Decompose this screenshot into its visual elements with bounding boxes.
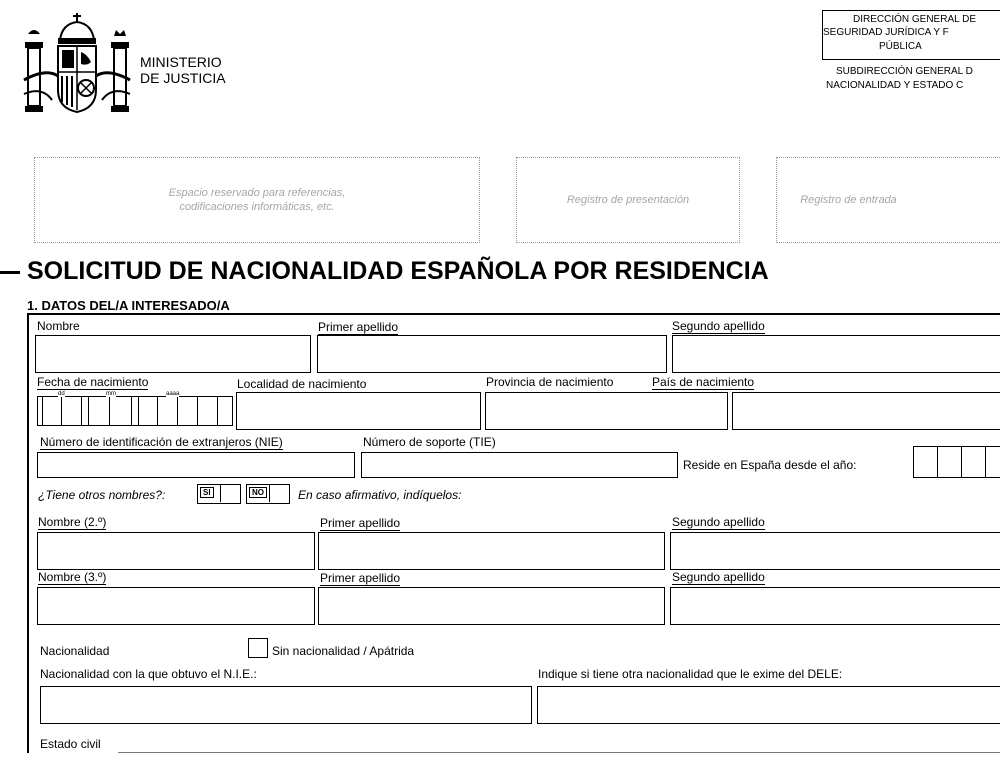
residence-year-digit-2 [938,447,962,477]
reserved-references-box [34,157,480,243]
section-1-heading: 1. DATOS DEL/A INTERESADO/A [27,298,230,313]
coat-of-arms-logo [22,10,132,122]
birth-date-field[interactable] [37,391,233,426]
second-surname-3-label: Segundo apellido [672,570,765,584]
first-surname-2-field[interactable] [318,532,665,570]
ministry-name [140,54,226,86]
dele-exempt-nationality-field[interactable] [537,686,1000,724]
birth-date-dd-hint: dd [58,391,65,397]
second-surname-field[interactable] [672,335,1000,373]
birth-date-digit-5 [138,397,158,425]
second-surname-label: Segundo apellido [672,319,765,333]
section-frame-left [27,313,29,753]
no-label: NO [249,487,267,498]
other-names-instruction: En caso afirmativo, indíquelos: [298,488,462,502]
entry-registry-label: Registro de entrada [800,194,897,206]
birth-date-digit-4 [110,397,132,425]
second-surname-2-label: Segundo apellido [672,515,765,529]
birth-date-mm-hint: mm [106,391,116,397]
reserved-references-line-1: Espacio reservado para referencias, [168,187,346,199]
birth-province-label: Provincia de nacimiento [486,375,614,389]
second-surname-3-field[interactable] [670,587,1000,625]
name-3-field[interactable] [37,587,315,625]
birth-date-digit-2 [62,397,82,425]
directorate-line-1: DIRECCIÓN GENERAL DE [853,14,976,25]
name-3-label: Nombre (3.º) [38,570,107,584]
birth-date-digit-8 [198,397,218,425]
dele-exempt-nationality-label: Indique si tiene otra nacionalidad que le exime del DELE: [538,667,843,681]
yes-checkbox [220,485,221,502]
tie-label: Número de soporte (TIE) [363,435,496,449]
nationality-label: Nacionalidad [40,644,110,658]
nie-field[interactable] [37,452,355,478]
birth-country-label: País de nacimiento [652,375,755,389]
first-surname-field[interactable] [317,335,667,373]
no-checkbox [269,485,270,502]
residence-year-field[interactable] [913,446,1000,478]
birth-country-field[interactable] [732,392,1000,430]
stateless-label: Sin nacionalidad / Apátrida [272,644,415,658]
form-title: SOLICITUD DE NACIONALIDAD ESPAÑOLA POR RESIDENCIA [27,257,769,285]
marital-status-label: Estado civil [40,737,101,751]
subdirectorate-line-2: NACIONALIDAD Y ESTADO C [826,80,964,91]
birth-date-digit-6 [158,397,178,425]
stateless-checkbox[interactable] [248,638,268,658]
reserved-references-line-2: codificaciones informáticas, etc. [179,201,335,213]
name-2-field[interactable] [37,532,315,570]
directorate-line-2: SEGURIDAD JURÍDICA Y F [823,27,949,38]
title-dash [0,271,20,274]
first-surname-2-label: Primer apellido [320,516,401,530]
ministry-line-2: DE JUSTICIA [140,70,226,86]
first-surname-label: Primer apellido [318,320,399,334]
birth-date-digit-1 [42,397,62,425]
ministry-line-1: MINISTERIO [140,54,222,70]
marital-status-rule [118,752,1000,753]
presentation-registry-label: Registro de presentación [566,194,690,206]
nie-label: Número de identificación de extranjeros (NIE) [40,435,283,449]
residence-year-label: Reside en España desde el año: [683,458,857,472]
first-surname-3-field[interactable] [318,587,665,625]
birth-locality-field[interactable] [236,392,481,430]
birth-date-label: Fecha de nacimiento [37,375,149,389]
second-surname-2-field[interactable] [670,532,1000,570]
name-field[interactable] [35,335,311,373]
birth-locality-label: Localidad de nacimiento [237,377,367,391]
birth-date-digit-3 [88,397,110,425]
other-names-yes-option[interactable] [197,484,241,504]
residence-year-digit-1 [914,447,938,477]
directorate-line-3: PÚBLICA [879,41,922,52]
first-surname-3-label: Primer apellido [320,571,401,585]
entry-registry-box [776,157,1000,243]
other-names-question: ¿Tiene otros nombres?: [38,488,166,502]
other-names-no-option[interactable] [246,484,290,504]
residence-year-digit-3 [962,447,986,477]
yes-label: SI [200,487,214,498]
birth-date-digit-7 [178,397,198,425]
birth-date-aaaa-hint: aaaa [166,391,180,397]
tie-field[interactable] [361,452,678,478]
name-2-label: Nombre (2.º) [38,515,107,529]
nie-nationality-field[interactable] [40,686,532,724]
presentation-registry-box [516,157,740,243]
subdirectorate-line-1: SUBDIRECCIÓN GENERAL D [836,66,973,77]
section-frame-top [27,313,1000,315]
birth-province-field[interactable] [485,392,728,430]
name-label: Nombre [37,319,80,333]
directorate-box [822,10,1000,60]
nie-nationality-label: Nacionalidad con la que obtuvo el N.I.E.: [40,667,257,681]
